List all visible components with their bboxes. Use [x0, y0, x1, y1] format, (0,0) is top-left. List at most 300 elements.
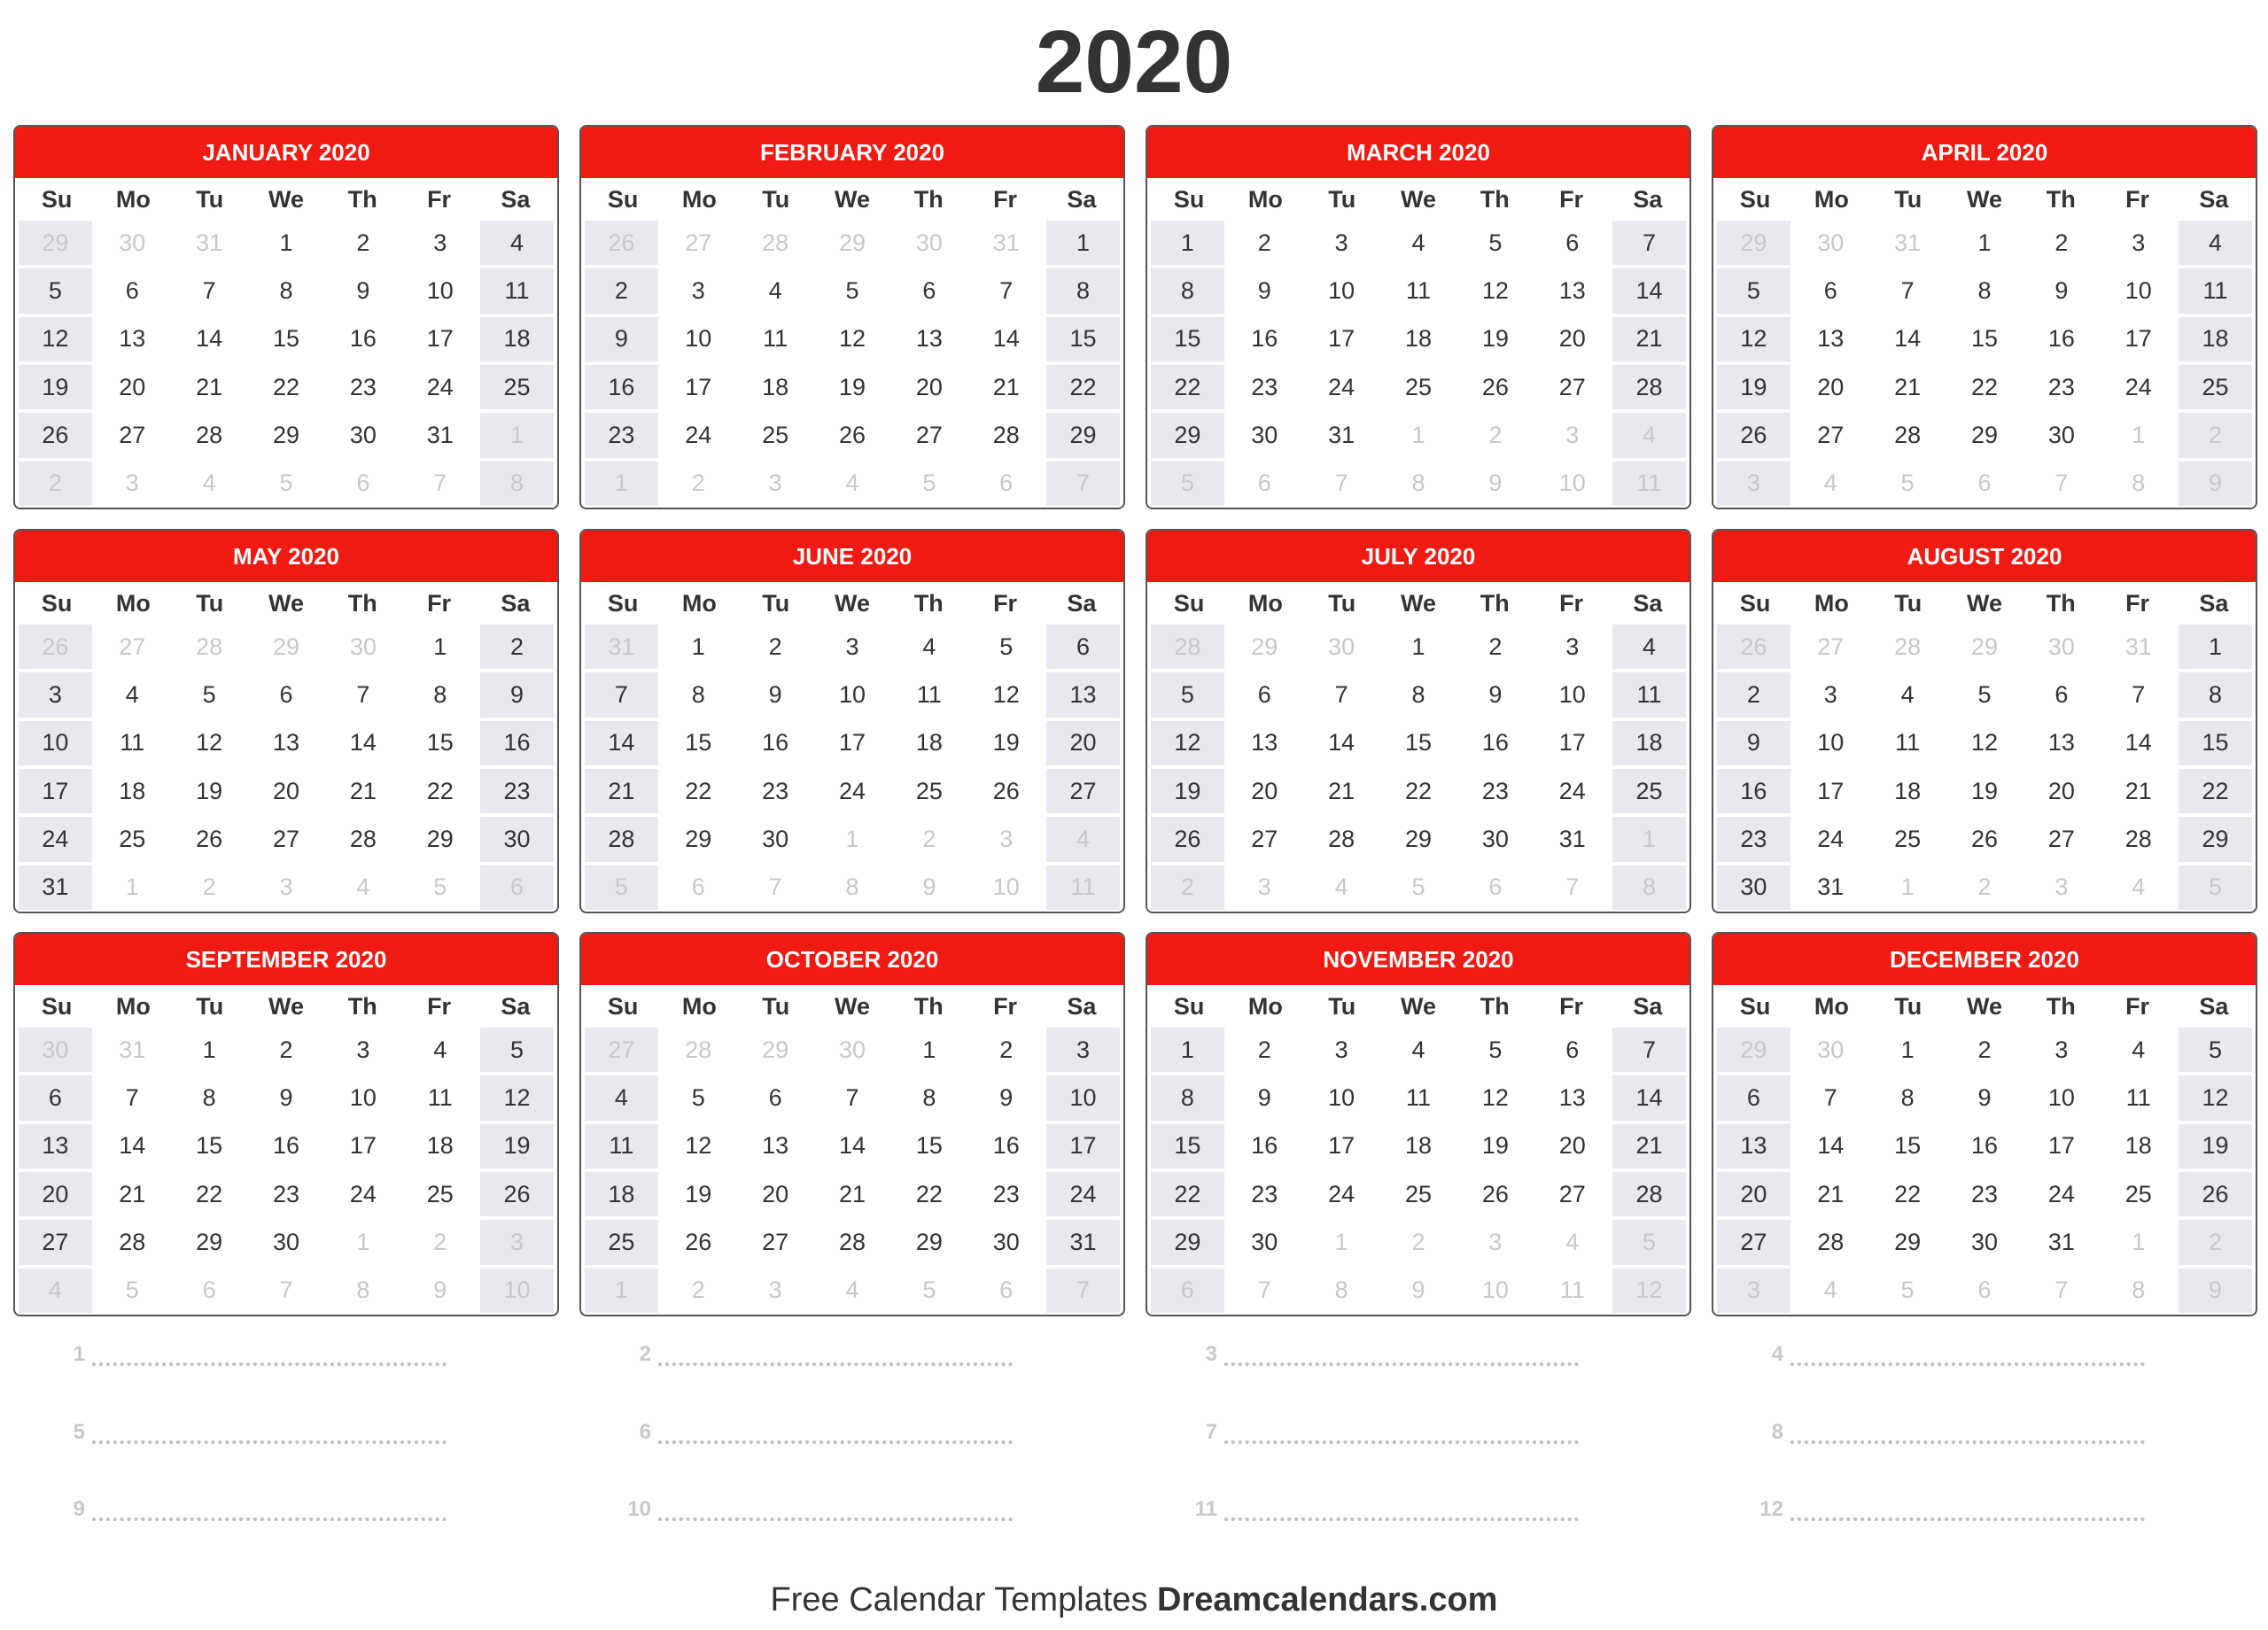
day-cell: 23 — [739, 769, 812, 813]
day-cell: 19 — [480, 1124, 554, 1168]
weekday-label: Tu — [1894, 992, 1922, 1020]
note-line[interactable] — [53, 1331, 447, 1366]
day-cell: 18 — [2101, 1124, 2175, 1168]
adjacent-month-day: 2 — [1948, 865, 2022, 910]
weekday-label: Fr — [2125, 589, 2150, 617]
weekday-label: Mo — [681, 185, 717, 213]
adjacent-month-day: 3 — [480, 1220, 554, 1264]
adjacent-month-day: 31 — [585, 625, 658, 669]
day-cell: 25 — [1382, 1172, 1456, 1216]
day-cell: 30 — [739, 817, 812, 861]
day-cell: 29 — [892, 1220, 966, 1264]
day-cell: 6 — [1535, 221, 1609, 265]
day-cell: 5 — [19, 268, 92, 313]
weekday-label: Sa — [501, 185, 531, 213]
note-line[interactable] — [1751, 1331, 2145, 1366]
weekday-label: We — [268, 992, 304, 1020]
note-dotted-line[interactable] — [92, 1502, 447, 1521]
adjacent-month-day: 7 — [2024, 1269, 2098, 1313]
adjacent-month-day: 29 — [1948, 625, 2022, 669]
day-cell: 1 — [1948, 221, 2022, 265]
day-cell: 3 — [662, 268, 735, 313]
adjacent-month-day: 7 — [2024, 462, 2098, 506]
day-cell: 4 — [1382, 1028, 1456, 1072]
adjacent-month-day: 4 — [816, 1269, 889, 1313]
note-dotted-line[interactable] — [658, 1424, 1013, 1444]
day-cell: 12 — [2179, 1075, 2252, 1120]
day-cell: 1 — [892, 1028, 966, 1072]
adjacent-month-day: 28 — [1151, 625, 1224, 669]
day-cell: 4 — [739, 268, 812, 313]
day-cell: 30 — [1458, 817, 1532, 861]
weekday-label: Su — [607, 185, 639, 213]
adjacent-month-day: 5 — [585, 865, 658, 910]
days-grid — [581, 1028, 1123, 1315]
adjacent-month-day: 4 — [326, 865, 400, 910]
note-line[interactable] — [1751, 1409, 2145, 1444]
day-cell: 14 — [1305, 721, 1379, 765]
weekday-label: Th — [347, 992, 377, 1020]
day-cell: 20 — [739, 1172, 812, 1216]
day-cell: 16 — [1228, 317, 1301, 361]
weekday-label: Su — [1739, 185, 1771, 213]
adjacent-month-day: 1 — [585, 1269, 658, 1313]
day-cell: 7 — [585, 672, 658, 717]
day-cell: 14 — [585, 721, 658, 765]
day-cell: 11 — [1612, 672, 1686, 717]
day-cell: 5 — [480, 1028, 554, 1072]
adjacent-month-day: 26 — [1717, 625, 1790, 669]
weekday-label: Th — [1480, 992, 1510, 1020]
day-cell: 24 — [1046, 1172, 1120, 1216]
weekday-label: Th — [913, 589, 944, 617]
day-cell: 10 — [2101, 268, 2175, 313]
day-cell: 9 — [1948, 1075, 2022, 1120]
day-cell: 3 — [2101, 221, 2175, 265]
weekday-label: We — [1400, 185, 1436, 213]
day-cell: 11 — [2101, 1075, 2175, 1120]
day-cell: 22 — [1046, 365, 1120, 409]
month-card — [1712, 529, 2257, 913]
weekday-label: Th — [913, 992, 944, 1020]
day-cell: 25 — [739, 413, 812, 457]
day-cell: 23 — [1458, 769, 1532, 813]
day-cell: 12 — [1458, 268, 1532, 313]
note-line[interactable] — [1185, 1409, 1579, 1444]
day-cell: 23 — [480, 769, 554, 813]
weekday-label: Th — [2046, 185, 2076, 213]
month-title: OCTOBER 2020 — [581, 934, 1123, 985]
day-cell: 18 — [1871, 769, 1945, 813]
day-cell: 4 — [2179, 221, 2252, 265]
weekday-label: We — [268, 589, 304, 617]
day-cell: 15 — [2179, 721, 2252, 765]
day-cell: 14 — [1794, 1124, 1868, 1168]
day-cell: 27 — [1794, 413, 1868, 457]
note-dotted-line[interactable] — [92, 1347, 447, 1366]
day-cell: 15 — [403, 721, 477, 765]
day-cell: 30 — [480, 817, 554, 861]
day-cell: 9 — [326, 268, 400, 313]
day-cell: 15 — [1948, 317, 2022, 361]
day-cell: 14 — [96, 1124, 169, 1168]
day-cell: 27 — [19, 1220, 92, 1264]
day-cell: 19 — [816, 365, 889, 409]
day-cell: 17 — [2101, 317, 2175, 361]
weekday-label: Fr — [2125, 185, 2150, 213]
day-cell: 3 — [2024, 1028, 2098, 1072]
day-cell: 8 — [662, 672, 735, 717]
day-cell: 19 — [2179, 1124, 2252, 1168]
note-line[interactable] — [619, 1486, 1013, 1521]
day-cell: 11 — [1871, 721, 1945, 765]
weekday-label: Su — [1173, 185, 1205, 213]
note-line[interactable] — [53, 1486, 447, 1521]
adjacent-month-day: 31 — [969, 221, 1043, 265]
day-cell: 16 — [585, 365, 658, 409]
note-dotted-line[interactable] — [658, 1502, 1013, 1521]
day-cell: 4 — [403, 1028, 477, 1072]
day-cell: 12 — [1151, 721, 1224, 765]
day-cell: 5 — [173, 672, 246, 717]
weekday-label: Tu — [762, 185, 790, 213]
year-title: 2020 — [1035, 12, 1233, 112]
note-dotted-line[interactable] — [1790, 1424, 2145, 1444]
day-cell: 21 — [969, 365, 1043, 409]
adjacent-month-day: 4 — [173, 462, 246, 506]
adjacent-month-day: 30 — [19, 1028, 92, 1072]
day-cell: 12 — [662, 1124, 735, 1168]
day-cell: 9 — [250, 1075, 323, 1120]
note-dotted-line[interactable] — [1224, 1502, 1579, 1521]
adjacent-month-day: 3 — [1228, 865, 1301, 910]
day-cell: 6 — [1046, 625, 1120, 669]
day-cell: 13 — [2024, 721, 2098, 765]
day-cell: 19 — [173, 769, 246, 813]
day-cell: 20 — [250, 769, 323, 813]
note-dotted-line[interactable] — [1790, 1347, 2145, 1366]
weekday-label: Tu — [196, 185, 224, 213]
weekday-label: We — [1966, 589, 2002, 617]
adjacent-month-day: 7 — [1046, 1269, 1120, 1313]
days-grid — [15, 625, 557, 912]
day-cell: 23 — [2024, 365, 2098, 409]
note-dotted-line[interactable] — [92, 1424, 447, 1444]
day-cell: 12 — [1458, 1075, 1532, 1120]
day-cell: 24 — [662, 413, 735, 457]
day-cell: 18 — [96, 769, 169, 813]
adjacent-month-day: 7 — [1228, 1269, 1301, 1313]
day-cell: 31 — [19, 865, 92, 910]
weekday-label: We — [834, 589, 870, 617]
day-cell: 29 — [1151, 413, 1224, 457]
day-cell: 29 — [1871, 1220, 1945, 1264]
day-cell: 30 — [1228, 1220, 1301, 1264]
day-cell: 20 — [1046, 721, 1120, 765]
weekday-label: Mo — [1247, 185, 1283, 213]
day-cell: 30 — [1228, 413, 1301, 457]
day-cell: 5 — [1948, 672, 2022, 717]
day-cell: 29 — [173, 1220, 246, 1264]
weekday-label: Sa — [2199, 589, 2229, 617]
day-cell: 2 — [739, 625, 812, 669]
adjacent-month-day: 10 — [1458, 1269, 1532, 1313]
day-cell: 14 — [173, 317, 246, 361]
weekday-label: Mo — [681, 589, 717, 617]
adjacent-month-day: 2 — [403, 1220, 477, 1264]
day-cell: 31 — [403, 413, 477, 457]
day-cell: 23 — [969, 1172, 1043, 1216]
weekday-label: Fr — [427, 185, 452, 213]
note-line[interactable] — [619, 1331, 1013, 1366]
day-cell: 24 — [2024, 1172, 2098, 1216]
day-cell: 4 — [2101, 1028, 2175, 1072]
adjacent-month-day: 6 — [1948, 1269, 2022, 1313]
day-cell: 25 — [403, 1172, 477, 1216]
weekday-label: We — [1400, 589, 1436, 617]
adjacent-month-day: 2 — [1458, 413, 1532, 457]
day-cell: 11 — [96, 721, 169, 765]
day-cell: 26 — [173, 817, 246, 861]
adjacent-month-day: 1 — [1871, 865, 1945, 910]
day-cell: 7 — [1794, 1075, 1868, 1120]
day-cell: 8 — [250, 268, 323, 313]
weekday-label: Sa — [1633, 185, 1663, 213]
adjacent-month-day: 10 — [1535, 462, 1609, 506]
days-grid — [581, 221, 1123, 508]
day-cell: 12 — [816, 317, 889, 361]
day-cell: 2 — [1228, 1028, 1301, 1072]
day-cell: 21 — [173, 365, 246, 409]
adjacent-month-day: 28 — [173, 625, 246, 669]
adjacent-month-day: 11 — [1046, 865, 1120, 910]
day-cell: 13 — [739, 1124, 812, 1168]
day-cell: 25 — [1871, 817, 1945, 861]
adjacent-month-day: 31 — [173, 221, 246, 265]
day-cell: 11 — [892, 672, 966, 717]
day-cell: 10 — [19, 721, 92, 765]
day-cell: 25 — [585, 1220, 658, 1264]
weekday-row — [15, 582, 557, 625]
adjacent-month-day: 3 — [96, 462, 169, 506]
weekday-row — [1147, 582, 1689, 625]
adjacent-month-day: 5 — [892, 462, 966, 506]
day-cell: 10 — [1794, 721, 1868, 765]
weekday-label: We — [1966, 992, 2002, 1020]
day-cell: 6 — [1717, 1075, 1790, 1120]
day-cell: 25 — [96, 817, 169, 861]
day-cell: 23 — [1228, 365, 1301, 409]
note-dotted-line[interactable] — [1224, 1347, 1579, 1366]
day-cell: 19 — [1458, 1124, 1532, 1168]
month-title: MAY 2020 — [15, 531, 557, 582]
day-cell: 28 — [326, 817, 400, 861]
day-cell: 21 — [1612, 317, 1686, 361]
day-cell: 9 — [1717, 721, 1790, 765]
day-cell: 25 — [1612, 769, 1686, 813]
note-number: 11 — [1194, 1497, 1217, 1521]
days-grid — [1147, 1028, 1689, 1315]
weekday-label: Fr — [993, 589, 1018, 617]
adjacent-month-day: 29 — [1717, 1028, 1790, 1072]
day-cell: 31 — [1535, 817, 1609, 861]
day-cell: 16 — [2024, 317, 2098, 361]
adjacent-month-day: 6 — [969, 1269, 1043, 1313]
day-cell: 13 — [1228, 721, 1301, 765]
day-cell: 22 — [173, 1172, 246, 1216]
day-cell: 30 — [1948, 1220, 2022, 1264]
weekday-label: Fr — [1559, 185, 1584, 213]
day-cell: 15 — [662, 721, 735, 765]
day-cell: 1 — [1382, 625, 1456, 669]
day-cell: 29 — [250, 413, 323, 457]
adjacent-month-day: 27 — [585, 1028, 658, 1072]
day-cell: 21 — [585, 769, 658, 813]
day-cell: 1 — [250, 221, 323, 265]
day-cell: 28 — [816, 1220, 889, 1264]
day-cell: 1 — [662, 625, 735, 669]
day-cell: 8 — [173, 1075, 246, 1120]
day-cell: 16 — [1948, 1124, 2022, 1168]
day-cell: 25 — [480, 365, 554, 409]
adjacent-month-day: 5 — [96, 1269, 169, 1313]
day-cell: 4 — [1612, 625, 1686, 669]
day-cell: 26 — [2179, 1172, 2252, 1216]
days-grid — [1713, 625, 2256, 912]
day-cell: 9 — [969, 1075, 1043, 1120]
day-cell: 19 — [662, 1172, 735, 1216]
weekday-row — [15, 985, 557, 1028]
weekday-label: Su — [1173, 589, 1205, 617]
adjacent-month-day: 27 — [1794, 625, 1868, 669]
adjacent-month-day: 11 — [1612, 462, 1686, 506]
adjacent-month-day: 2 — [2179, 413, 2252, 457]
adjacent-month-day: 26 — [585, 221, 658, 265]
weekday-label: Tu — [1894, 185, 1922, 213]
note-number: 1 — [73, 1342, 85, 1366]
adjacent-month-day: 8 — [1382, 462, 1456, 506]
day-cell: 2 — [1717, 672, 1790, 717]
note-dotted-line[interactable] — [1224, 1424, 1579, 1444]
weekday-row — [1147, 178, 1689, 221]
adjacent-month-day: 30 — [1305, 625, 1379, 669]
note-number: 3 — [1205, 1342, 1217, 1366]
weekday-label: Fr — [1559, 992, 1584, 1020]
adjacent-month-day: 7 — [1535, 865, 1609, 910]
adjacent-month-day: 30 — [326, 625, 400, 669]
day-cell: 25 — [892, 769, 966, 813]
day-cell: 24 — [1305, 365, 1379, 409]
adjacent-month-day: 7 — [403, 462, 477, 506]
day-cell: 6 — [1794, 268, 1868, 313]
weekday-label: Su — [607, 589, 639, 617]
day-cell: 30 — [2024, 413, 2098, 457]
adjacent-month-day: 30 — [1794, 1028, 1868, 1072]
note-line[interactable] — [1185, 1331, 1579, 1366]
month-title: FEBRUARY 2020 — [581, 127, 1123, 178]
day-cell: 1 — [403, 625, 477, 669]
adjacent-month-day: 8 — [1612, 865, 1686, 910]
day-cell: 12 — [969, 672, 1043, 717]
weekday-row — [1713, 178, 2256, 221]
month-title: JANUARY 2020 — [15, 127, 557, 178]
weekday-label: Fr — [427, 992, 452, 1020]
day-cell: 20 — [1717, 1172, 1790, 1216]
weekday-label: We — [1966, 185, 2002, 213]
note-dotted-line[interactable] — [1790, 1502, 2145, 1521]
day-cell: 6 — [1228, 672, 1301, 717]
footer — [0, 1579, 2268, 1621]
day-cell: 5 — [1717, 268, 1790, 313]
month-card — [1146, 125, 1691, 509]
month-card — [1712, 932, 2257, 1316]
day-cell: 3 — [1305, 1028, 1379, 1072]
note-line[interactable] — [1185, 1486, 1579, 1521]
day-cell: 24 — [1535, 769, 1609, 813]
month-title: NOVEMBER 2020 — [1147, 934, 1689, 985]
day-cell: 22 — [1151, 365, 1224, 409]
footer-brand-link[interactable]: Dreamcalendars.com — [1157, 1581, 1498, 1618]
weekday-label: Mo — [1247, 589, 1283, 617]
adjacent-month-day: 7 — [250, 1269, 323, 1313]
weekday-label: Fr — [427, 589, 452, 617]
weekday-label: Tu — [196, 992, 224, 1020]
day-cell: 3 — [403, 221, 477, 265]
adjacent-month-day: 1 — [480, 413, 554, 457]
day-cell: 21 — [2101, 769, 2175, 813]
note-line[interactable] — [619, 1409, 1013, 1444]
weekday-label: Sa — [1633, 589, 1663, 617]
weekday-label: Su — [41, 992, 73, 1020]
adjacent-month-day: 29 — [1228, 625, 1301, 669]
day-cell: 9 — [480, 672, 554, 717]
day-cell: 15 — [1382, 721, 1456, 765]
day-cell: 29 — [1151, 1220, 1224, 1264]
note-line[interactable] — [1751, 1486, 2145, 1521]
weekday-label: Tu — [1894, 589, 1922, 617]
day-cell: 2 — [1228, 221, 1301, 265]
note-line[interactable] — [53, 1409, 447, 1444]
adjacent-month-day: 8 — [1305, 1269, 1379, 1313]
note-number: 6 — [639, 1420, 651, 1444]
adjacent-month-day: 8 — [326, 1269, 400, 1313]
adjacent-month-day: 1 — [96, 865, 169, 910]
adjacent-month-day: 5 — [1871, 462, 1945, 506]
adjacent-month-day: 9 — [2179, 1269, 2252, 1313]
adjacent-month-day: 5 — [1871, 1269, 1945, 1313]
weekday-row — [1713, 582, 2256, 625]
adjacent-month-day: 7 — [1305, 462, 1379, 506]
day-cell: 10 — [2024, 1075, 2098, 1120]
day-cell: 14 — [969, 317, 1043, 361]
day-cell: 24 — [403, 365, 477, 409]
day-cell: 28 — [969, 413, 1043, 457]
day-cell: 28 — [1794, 1220, 1868, 1264]
month-card — [579, 932, 1125, 1316]
day-cell: 3 — [19, 672, 92, 717]
day-cell: 17 — [2024, 1124, 2098, 1168]
day-cell: 25 — [2179, 365, 2252, 409]
adjacent-month-day: 4 — [2101, 865, 2175, 910]
note-dotted-line[interactable] — [658, 1347, 1013, 1366]
day-cell: 8 — [2179, 672, 2252, 717]
weekday-label: Fr — [993, 992, 1018, 1020]
day-cell: 21 — [96, 1172, 169, 1216]
month-title: JUNE 2020 — [581, 531, 1123, 582]
day-cell: 1 — [173, 1028, 246, 1072]
adjacent-month-day: 1 — [2101, 1220, 2175, 1264]
day-cell: 26 — [1458, 1172, 1532, 1216]
